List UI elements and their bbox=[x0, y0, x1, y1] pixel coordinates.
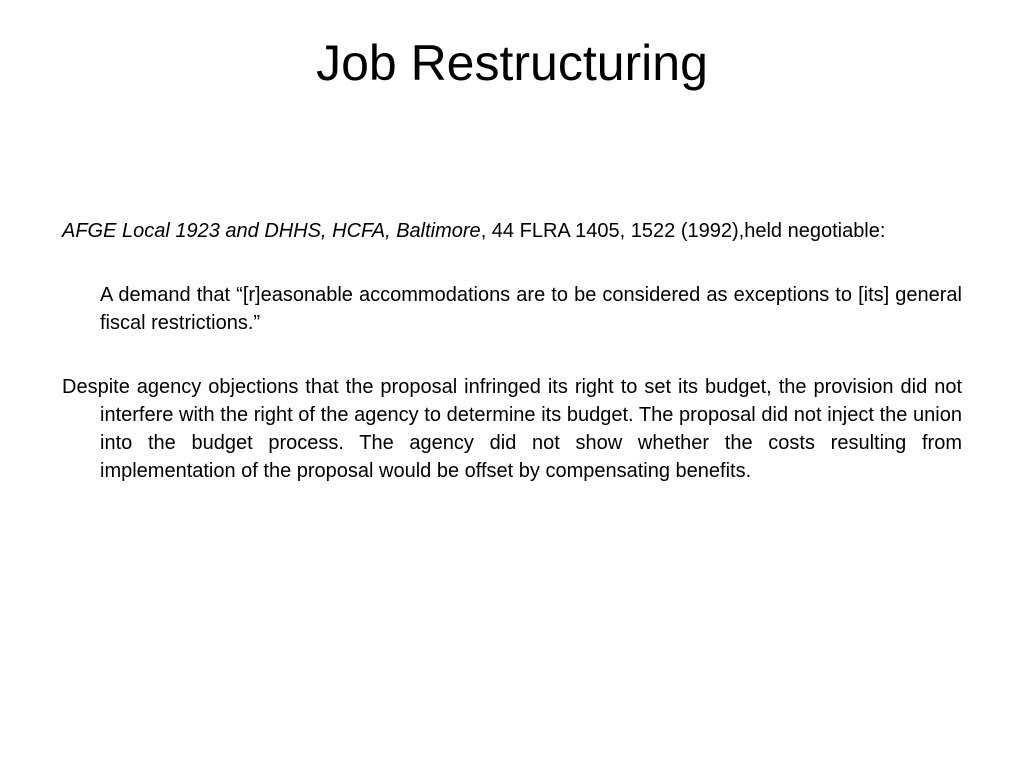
demand-quote-paragraph: A demand that “[r]easonable accommodations are to be considered as exceptions to [its] general fiscal restrictions.” bbox=[100, 284, 962, 334]
ruling-paragraph: Despite agency objections that the proposal infringed its right to set its budget, the provision did not interfere with the right of the agency to determine its budget. The proposal did not inject the union into the budget process. The agency did not show whether the costs resulting from implementation of the proposal would be offset by compensating benefits. bbox=[62, 376, 962, 482]
case-citation-text: , 44 FLRA 1405, 1522 (1992),held negotiable: bbox=[480, 220, 886, 242]
slide-body bbox=[62, 217, 962, 485]
case-citation-paragraph bbox=[62, 217, 962, 245]
case-name: AFGE Local 1923 and DHHS, HCFA, Baltimore bbox=[62, 220, 481, 242]
slide-title: Job Restructuring bbox=[316, 35, 708, 91]
